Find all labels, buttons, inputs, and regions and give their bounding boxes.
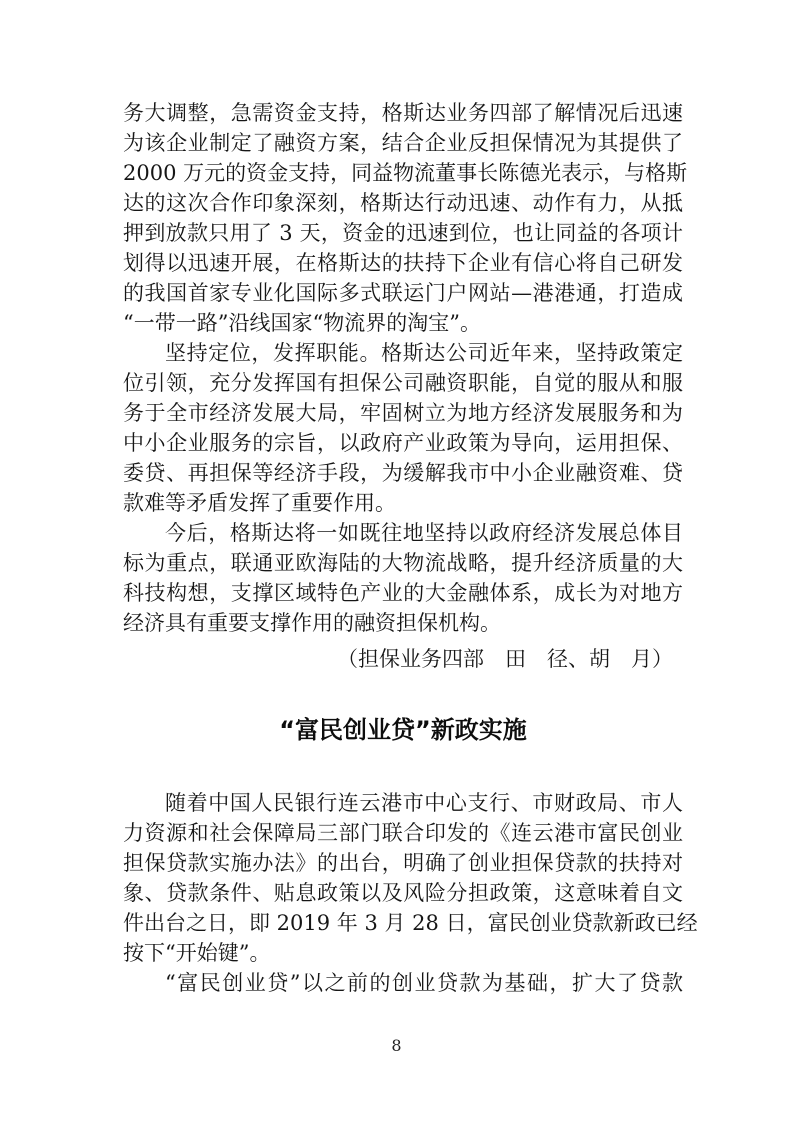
- text-line: 委贷、再担保等经济手段，为缓解我市中小企业融资难、贷: [123, 461, 683, 485]
- text-line: 2000 万元的资金支持，同益物流董事长陈德光表示，与格斯: [123, 161, 688, 185]
- text-line: 坚持定位，发挥职能。格斯达公司近年来，坚持政策定: [165, 341, 683, 365]
- paragraph-continuation: [123, 98, 688, 338]
- text-line: 力资源和社会保障局三部门联合印发的《连云港市富民创业: [123, 821, 683, 845]
- text-line: 标为重点，联通亚欧海陆的大物流战略，提升经济质量的大: [123, 551, 683, 575]
- text-line: 科技构想，支撑区域特色产业的大金融体系，成长为对地方: [123, 581, 683, 605]
- text-line: 押到放款只用了 3 天，资金的迅速到位，也让同益的各项计: [123, 221, 683, 245]
- article-title: “富民创业贷”新政实施: [279, 716, 527, 744]
- text-line: 务于全市经济发展大局，牢固树立为地方经济发展服务和为: [123, 401, 683, 425]
- text-line: “一带一路”沿线国家“物流界的淘宝”。: [123, 311, 481, 335]
- text-line: “富民创业贷”以之前的创业贷款为基础，扩大了贷款: [165, 971, 683, 995]
- text-line: 担保贷款实施办法》的出台，明确了创业担保贷款的扶持对: [123, 851, 683, 875]
- text-line: 经济具有重要支撑作用的融资担保机构。: [123, 611, 501, 635]
- text-line: 务大调整，急需资金支持，格斯达业务四部了解情况后迅速: [123, 101, 683, 125]
- text-line: 达的这次合作印象深刻，格斯达行动迅速、动作有力，从抵: [123, 191, 683, 215]
- text-line: 中小企业服务的宗旨，以政府产业政策为导向，运用担保、: [123, 431, 683, 455]
- paragraph-positioning: [123, 338, 683, 518]
- text-line: 象、贷款条件、贴息政策以及风险分担政策，这意味着自文: [123, 881, 683, 905]
- article-byline: （担保业务四部 田 径、胡 月）: [337, 647, 673, 671]
- text-line: 划得以迅速开展，在格斯达的扶持下企业有信心将自己研发: [123, 251, 683, 275]
- text-block: [123, 98, 698, 998]
- text-line: 位引领，充分发挥国有担保公司融资职能，自觉的服从和服: [123, 371, 683, 395]
- text-line: 的我国首家专业化国际多式联运门户网站—港港通，打造成: [123, 281, 683, 305]
- text-line: 随着中国人民银行连云港市中心支行、市财政局、市人: [165, 791, 683, 815]
- text-line: 件出台之日，即 2019 年 3 月 28 日，富民创业贷款新政已经: [123, 911, 698, 935]
- paragraph-future: [123, 518, 683, 638]
- paragraph-loan-basis: [123, 968, 683, 998]
- text-line: 今后，格斯达将一如既往地坚持以政府经济发展总体目: [165, 521, 683, 545]
- text-line: 按下“开始键”。: [123, 941, 271, 965]
- page-number: 8: [391, 1036, 402, 1055]
- text-line: 为该企业制定了融资方案，结合企业反担保情况为其提供了: [123, 131, 683, 155]
- text-line: 款难等矛盾发挥了重要作用。: [123, 491, 396, 515]
- paragraph-policy-intro: [123, 788, 698, 968]
